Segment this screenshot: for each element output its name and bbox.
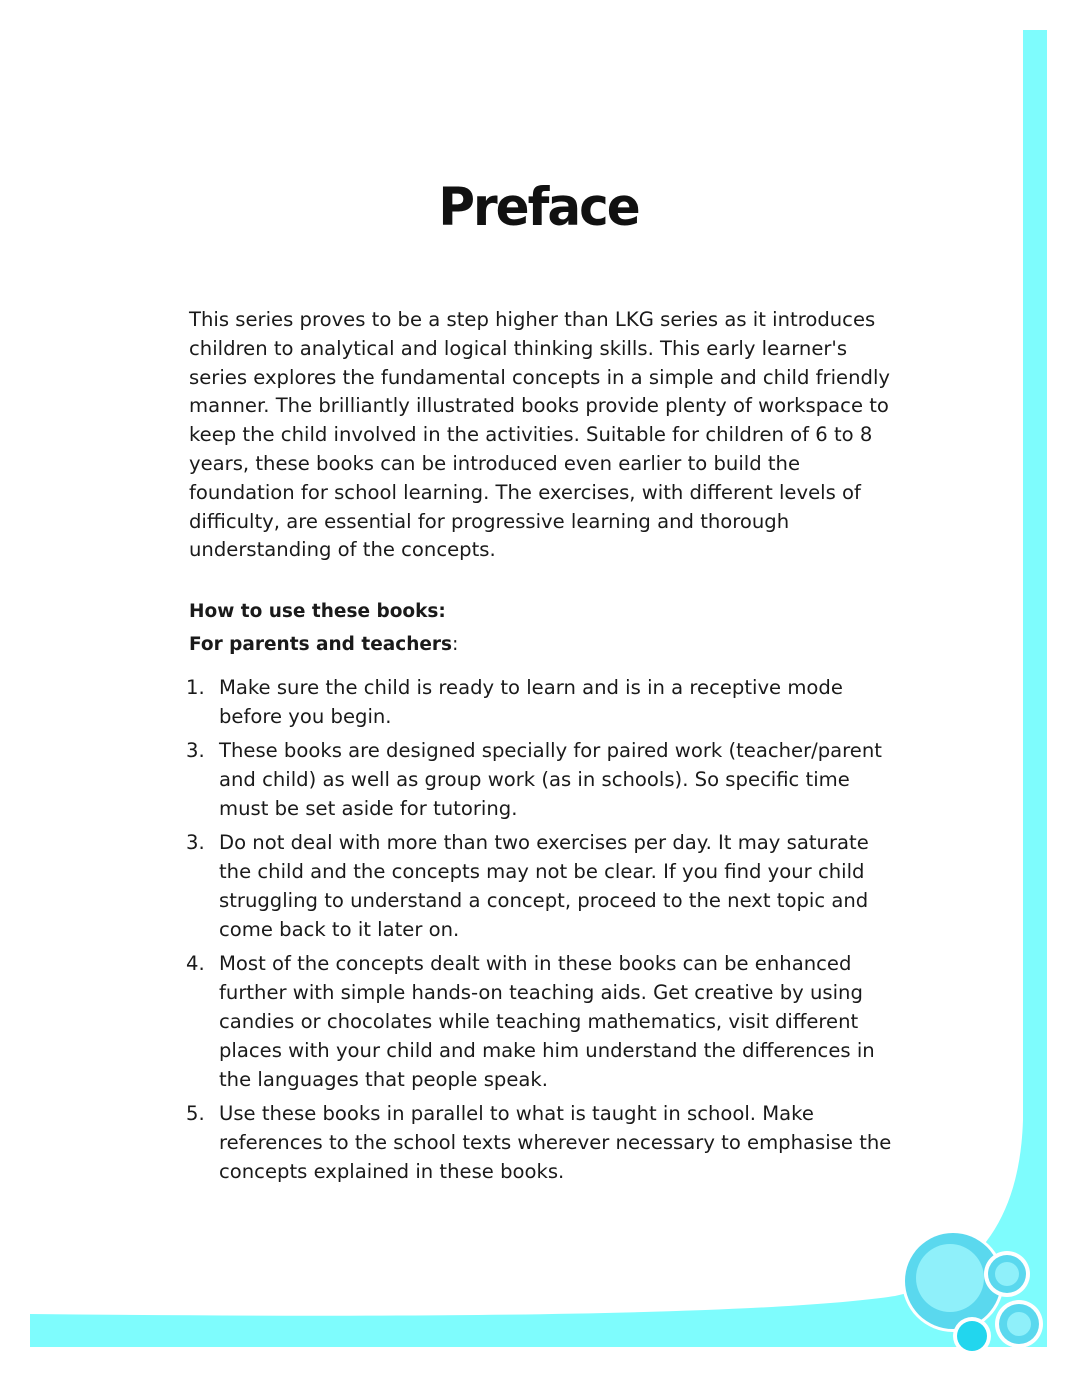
list-item-text: Use these books in parallel to what is taught in school. Make references to the school texts wherever necessary to emphasise the concepts explained in these books. xyxy=(219,1102,892,1184)
list-item xyxy=(186,828,898,944)
list-item-number: 4. xyxy=(186,952,205,976)
audience-heading xyxy=(189,633,901,657)
list-item-number: 3. xyxy=(186,831,205,855)
audience-heading-colon: : xyxy=(452,634,459,656)
list-item xyxy=(186,949,898,1094)
how-to-heading: How to use these books: xyxy=(189,601,446,623)
instruction-list xyxy=(186,673,898,1186)
audience-heading-text: For parents and teachers xyxy=(189,634,453,656)
intro-paragraph: This series proves to be a step higher than LKG series as it introduces children to analytical and logical thinking skills. This early learner's series explores the fundamental concepts in a simple and child friendly manner. The brilliantly illustrated books provide plenty of workspace to keep the child involved in the activities. Suitable for children of 6 to 8 years, these books can be introduced even earlier to build the foundation for school learning. The exercises, with different levels of difficulty, are essential for progressive learning and thorough understanding of the concepts. xyxy=(189,308,891,562)
list-item-number: 5. xyxy=(186,1102,205,1126)
page-title: Preface xyxy=(438,176,639,238)
list-item-text: Most of the concepts dealt with in these books can be enhanced further with simple hands-on teaching aids. Get creative by using candies or chocolates while teaching mathematics, visit different places with your child and make him understand the differences in the languages that people speak. xyxy=(219,952,875,1092)
preface-body xyxy=(186,306,901,1186)
list-item-number: 1. xyxy=(186,676,205,700)
list-item xyxy=(186,736,898,823)
list-item xyxy=(186,673,898,731)
list-item-number: 3. xyxy=(186,739,205,763)
list-item-text: Make sure the child is ready to learn and is in a receptive mode before you begin. xyxy=(219,676,843,729)
list-item xyxy=(186,1099,898,1186)
list-item-text: These books are designed specially for paired work (teacher/parent and child) as well as group work (as in schools). So specific time must be set aside for tutoring. xyxy=(219,739,882,821)
list-item-text: Do not deal with more than two exercises per day. It may saturate the child and the concepts may not be clear. If you find your child struggling to understand a concept, proceed to the next topic and come back to it later on. xyxy=(219,831,869,942)
